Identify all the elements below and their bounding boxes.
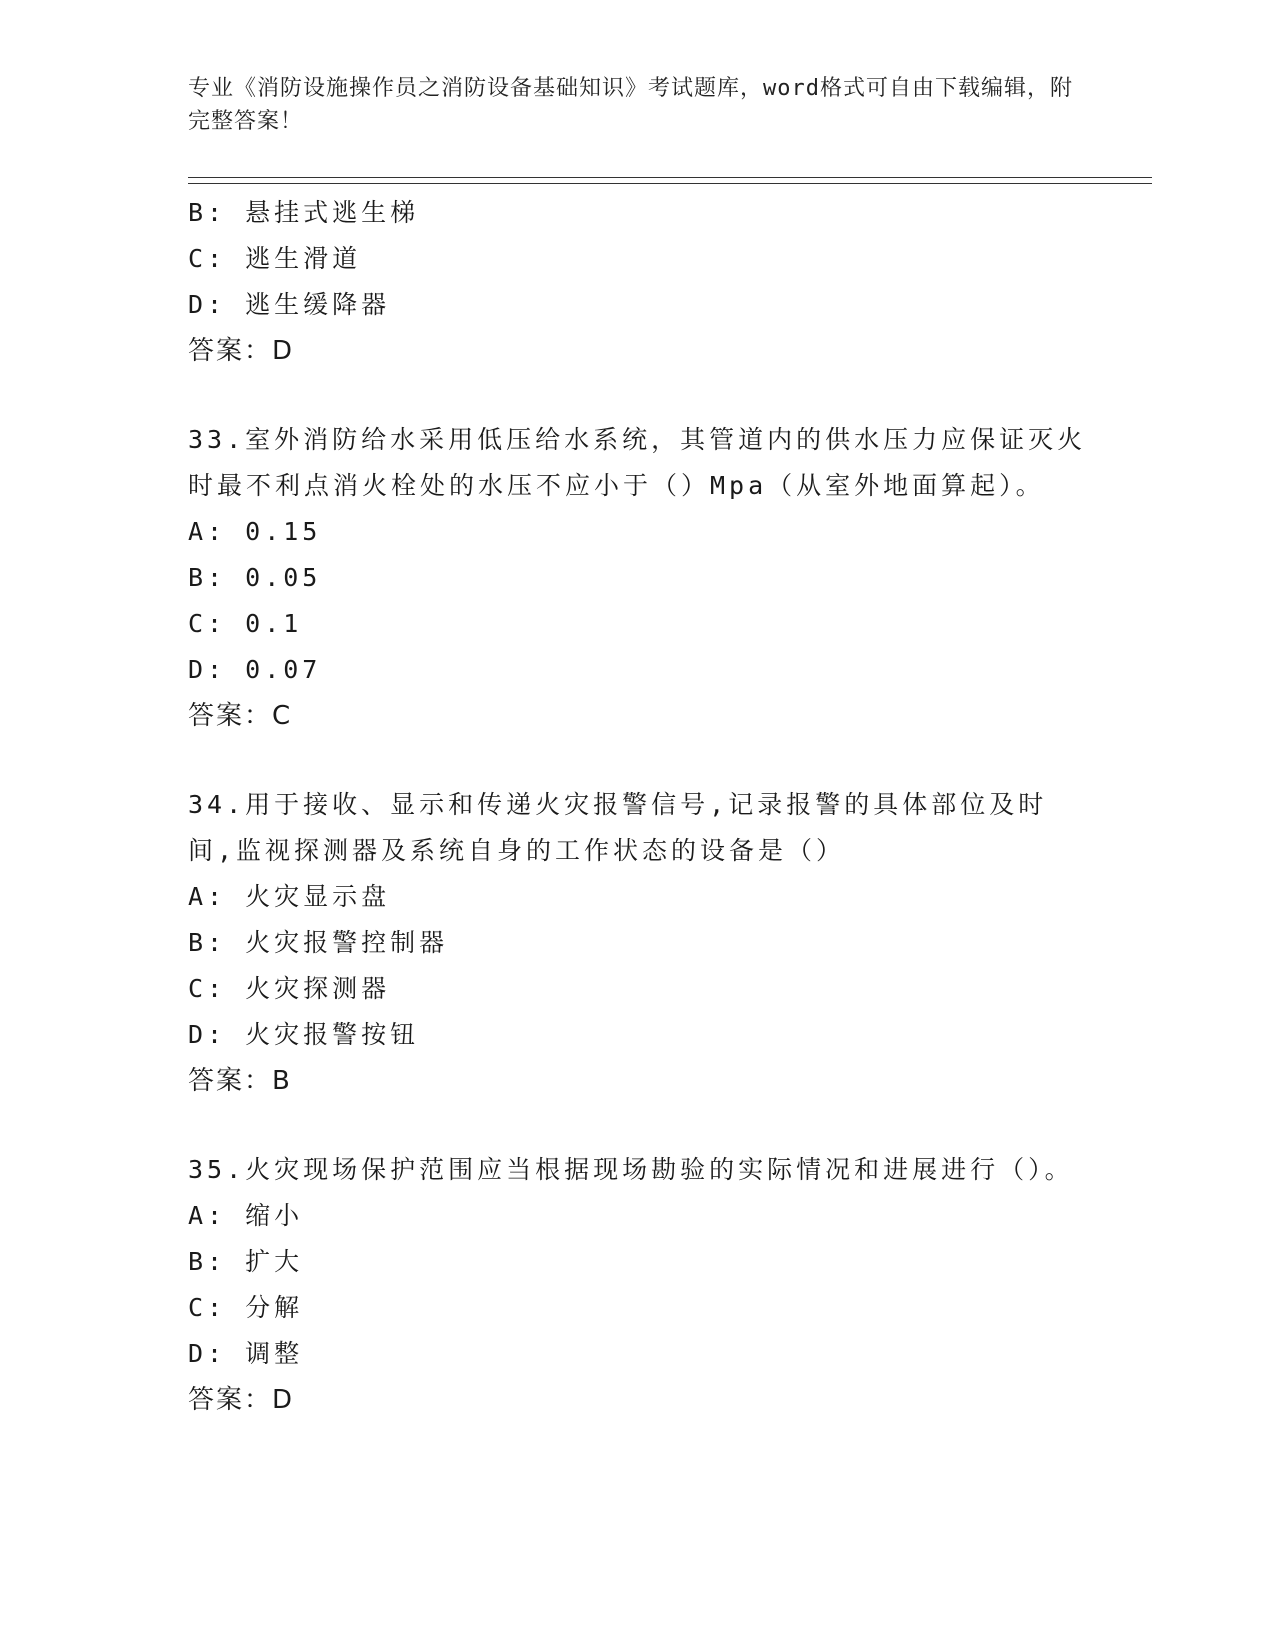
option-d: D: 逃生缓降器 bbox=[188, 290, 391, 319]
question-text: 34.用于接收、显示和传递火灾报警信号,记录报警的具体部位及时间,监视探测器及系统自身的工作状态的设备是（） bbox=[188, 790, 1048, 865]
option-d: D: 调整 bbox=[188, 1339, 304, 1368]
option-b: B: 悬挂式逃生梯 bbox=[188, 198, 420, 227]
option-c: C: 火灾探测器 bbox=[188, 974, 391, 1003]
option-b: B: 扩大 bbox=[188, 1247, 304, 1276]
question-list bbox=[188, 190, 1148, 1423]
answer: 答案：B bbox=[188, 1066, 292, 1096]
option-d: D: 0.07 bbox=[188, 655, 322, 684]
header-divider-top bbox=[188, 177, 1152, 178]
question-text: 33.室外消防给水采用低压给水系统，其管道内的供水压力应保证灭火时最不利点消火栓处的水压不应小于（）Mpa（从室外地面算起）。 bbox=[188, 425, 1087, 500]
option-a: A: 0.15 bbox=[188, 517, 322, 546]
question-34 bbox=[188, 782, 1148, 1104]
document-header: 专业《消防设施操作员之消防设备基础知识》考试题库，word格式可自由下载编辑，附完整答案！ bbox=[188, 76, 1073, 134]
option-a: A: 缩小 bbox=[188, 1201, 304, 1230]
option-b: B: 0.05 bbox=[188, 563, 322, 592]
option-c: C: 分解 bbox=[188, 1293, 304, 1322]
answer: 答案：D bbox=[188, 1385, 295, 1415]
option-a: A: 火灾显示盘 bbox=[188, 882, 391, 911]
question-33 bbox=[188, 417, 1148, 739]
answer: 答案：C bbox=[188, 701, 293, 731]
question-32-continued bbox=[188, 190, 1148, 374]
option-c: C: 逃生滑道 bbox=[188, 244, 362, 273]
option-b: B: 火灾报警控制器 bbox=[188, 928, 449, 957]
question-35 bbox=[188, 1147, 1148, 1423]
question-text: 35.火灾现场保护范围应当根据现场勘验的实际情况和进展进行（）。 bbox=[188, 1155, 1074, 1184]
answer: 答案：D bbox=[188, 336, 295, 366]
header-divider-bottom bbox=[188, 183, 1152, 184]
option-d: D: 火灾报警按钮 bbox=[188, 1020, 420, 1049]
option-c: C: 0.1 bbox=[188, 609, 303, 638]
